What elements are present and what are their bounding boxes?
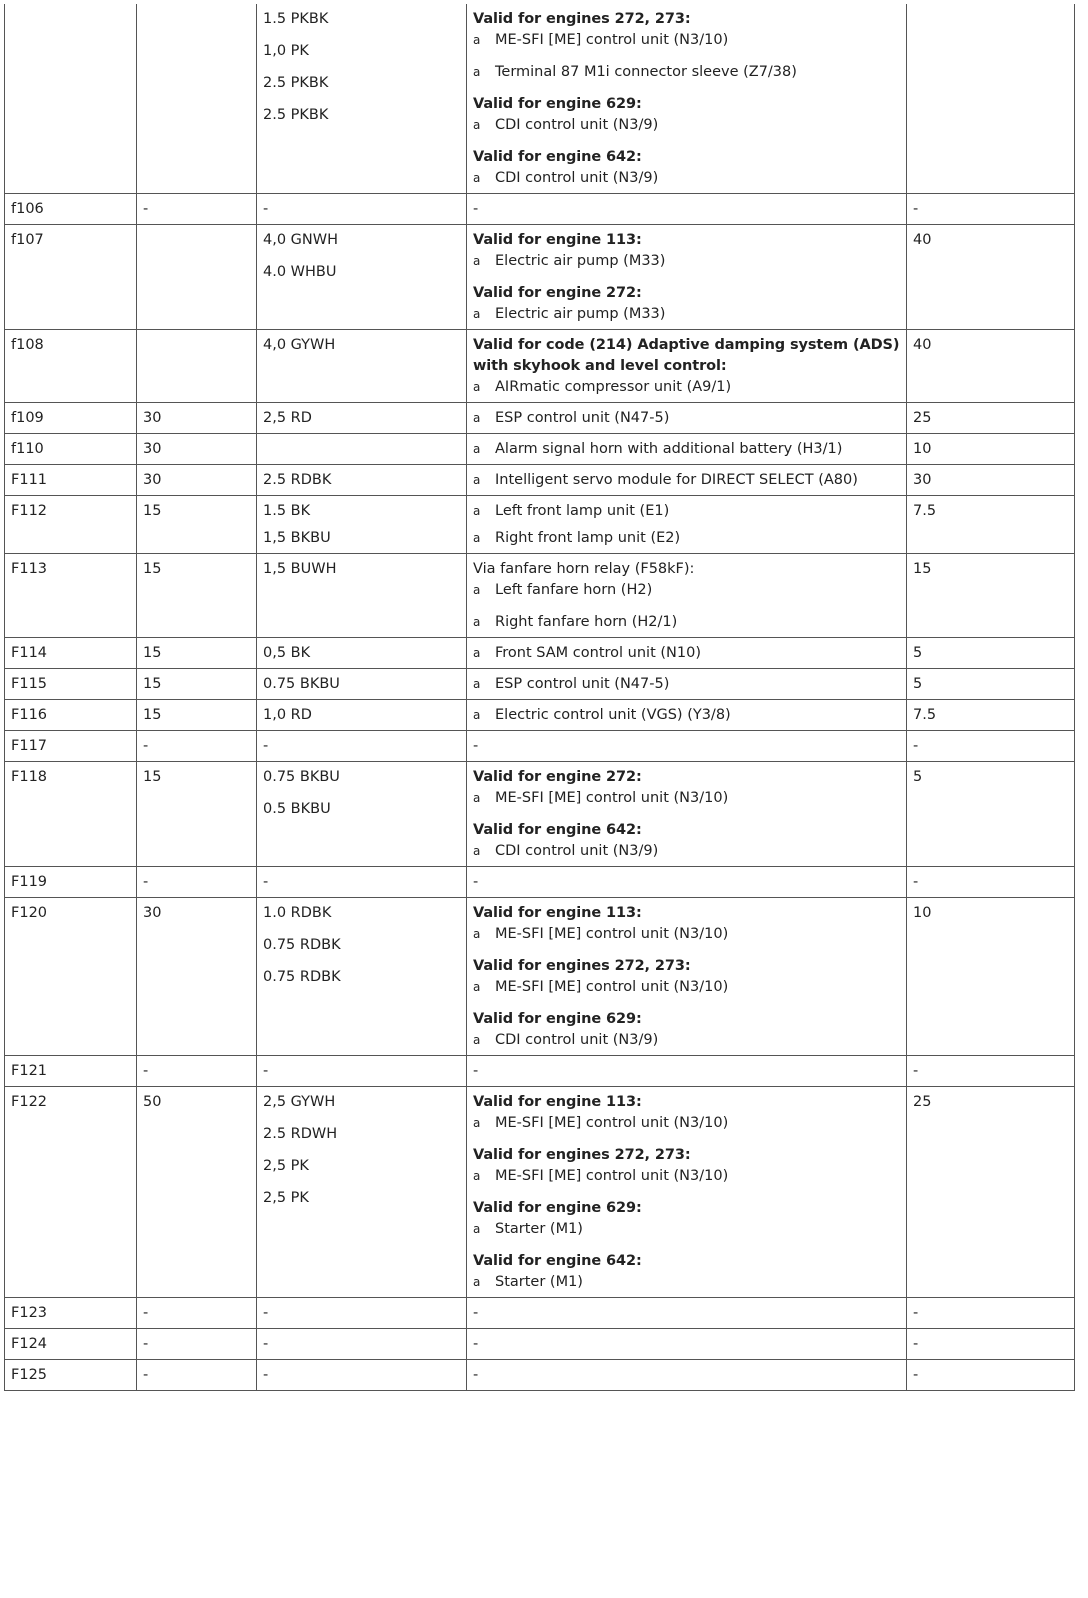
- bullet-marker: a: [473, 380, 481, 394]
- fuse-number-cell: f110: [5, 434, 137, 465]
- wire-cell: [257, 434, 467, 465]
- table-row: [5, 731, 1075, 762]
- table-row: [5, 434, 1075, 465]
- wire-spec: 2.5 RDBK: [263, 472, 332, 488]
- wire-spec: 1.0 RDBK: [263, 905, 332, 921]
- fuse-number-cell: f107: [5, 225, 137, 330]
- fuse-number-cell: F115: [5, 669, 137, 700]
- table-row: [5, 194, 1075, 225]
- consumer-text: -: [473, 1305, 479, 1321]
- wire-cell: [257, 867, 467, 898]
- wire-spec: 1.5 BK: [263, 503, 311, 519]
- table-row: [5, 700, 1075, 731]
- consumer-item: [473, 470, 901, 491]
- terminal-cell: 30: [137, 403, 257, 434]
- consumer-item: [473, 251, 901, 272]
- table-row: [5, 330, 1075, 403]
- consumer-block: [473, 439, 901, 460]
- table-row: [5, 638, 1075, 669]
- wire-spec: 4.0 WHBU: [263, 264, 337, 280]
- terminal-cell: -: [137, 1298, 257, 1329]
- consumer-item: [473, 1113, 901, 1134]
- wire-spec: 0.75 BKBU: [263, 676, 340, 692]
- table-row: [5, 669, 1075, 700]
- consumer-block: [473, 820, 901, 862]
- consumer-item: [473, 168, 901, 189]
- consumer-block: [473, 335, 901, 398]
- consumer-cell: [467, 554, 907, 638]
- amperage-cell: -: [907, 867, 1075, 898]
- fuse-number-cell: F118: [5, 762, 137, 867]
- fuse-number-cell: F114: [5, 638, 137, 669]
- amperage-cell: 40: [907, 225, 1075, 330]
- terminal-cell: 15: [137, 669, 257, 700]
- table-row: [5, 554, 1075, 638]
- consumer-block: [473, 9, 901, 51]
- consumer-block: [473, 1303, 901, 1324]
- consumer-cell: [467, 4, 907, 194]
- terminal-cell: -: [137, 1056, 257, 1087]
- consumer-label: Electric control unit (VGS) (Y3/8): [495, 707, 731, 723]
- wire-spec: 1,5 BKBU: [263, 530, 331, 546]
- consumer-block: [473, 1198, 901, 1240]
- consumer-label: ESP control unit (N47-5): [495, 410, 670, 426]
- amperage-cell: 5: [907, 762, 1075, 867]
- consumer-block: [473, 705, 901, 726]
- wire-spec: -: [263, 1336, 269, 1352]
- table-row: [5, 867, 1075, 898]
- amperage-cell: 10: [907, 898, 1075, 1056]
- wire-spec: 4,0 GYWH: [263, 337, 336, 353]
- bullet-marker: a: [473, 791, 481, 805]
- relay-note: Via fanfare horn relay (F58kF):: [473, 561, 695, 577]
- validity-heading: Valid for engine 629:: [473, 1200, 642, 1216]
- table-row: [5, 4, 1075, 194]
- consumer-label: Electric air pump (M33): [495, 306, 666, 322]
- validity-heading: Valid for engine 272:: [473, 285, 642, 301]
- consumer-label: ME-SFI [ME] control unit (N3/10): [495, 790, 729, 806]
- wire-cell: [257, 4, 467, 194]
- wire-cell: [257, 762, 467, 867]
- consumer-block: [473, 1092, 901, 1134]
- consumer-cell: [467, 434, 907, 465]
- amperage-cell: 5: [907, 638, 1075, 669]
- wire-spec: 1,0 PK: [263, 43, 309, 59]
- amperage-cell: -: [907, 194, 1075, 225]
- wire-spec: 0.75 RDBK: [263, 937, 341, 953]
- amperage-cell: -: [907, 1360, 1075, 1391]
- terminal-cell: 50: [137, 1087, 257, 1298]
- consumer-cell: [467, 330, 907, 403]
- consumer-cell: [467, 225, 907, 330]
- fuse-number-cell: f109: [5, 403, 137, 434]
- table-row: [5, 898, 1075, 1056]
- bullet-marker: a: [473, 504, 481, 518]
- consumer-block: [473, 903, 901, 945]
- terminal-cell: -: [137, 1360, 257, 1391]
- consumer-block: [473, 1009, 901, 1051]
- consumer-item: [473, 977, 901, 998]
- table-row: [5, 465, 1075, 496]
- terminal-cell: [137, 225, 257, 330]
- validity-heading: Valid for engine 272:: [473, 769, 642, 785]
- consumer-block: [473, 559, 901, 601]
- amperage-cell: 10: [907, 434, 1075, 465]
- wire-cell: [257, 1360, 467, 1391]
- consumer-label: Left fanfare horn (H2): [495, 582, 653, 598]
- wire-cell: [257, 638, 467, 669]
- fuse-number-cell: F112: [5, 496, 137, 554]
- amperage-cell: [907, 4, 1075, 194]
- consumer-item: [473, 30, 901, 51]
- wire-spec: -: [263, 1063, 269, 1079]
- consumer-label: Intelligent servo module for DIRECT SELECT (A80): [495, 472, 858, 488]
- consumer-block: [473, 736, 901, 757]
- table-row: [5, 1329, 1075, 1360]
- amperage-cell: 25: [907, 403, 1075, 434]
- consumer-cell: [467, 731, 907, 762]
- consumer-cell: [467, 403, 907, 434]
- wire-spec: 4,0 GNWH: [263, 232, 338, 248]
- bullet-marker: a: [473, 1222, 481, 1236]
- fuse-number-cell: F123: [5, 1298, 137, 1329]
- validity-heading: Valid for engine 113:: [473, 905, 642, 921]
- consumer-block: [473, 1365, 901, 1386]
- bullet-marker: a: [473, 65, 481, 79]
- wire-cell: [257, 1298, 467, 1329]
- fuse-number-cell: f106: [5, 194, 137, 225]
- consumer-label: Starter (M1): [495, 1221, 583, 1237]
- consumer-cell: [467, 1360, 907, 1391]
- bullet-marker: a: [473, 1033, 481, 1047]
- amperage-cell: 7.5: [907, 700, 1075, 731]
- consumer-block: [473, 62, 901, 83]
- wire-spec: 0.75 BKBU: [263, 769, 340, 785]
- terminal-cell: 15: [137, 700, 257, 731]
- wire-spec: -: [263, 874, 269, 890]
- fuse-number-cell: F113: [5, 554, 137, 638]
- wire-cell: [257, 898, 467, 1056]
- bullet-marker: a: [473, 442, 481, 456]
- terminal-cell: 15: [137, 638, 257, 669]
- wire-cell: [257, 1056, 467, 1087]
- wire-cell: [257, 669, 467, 700]
- consumer-item: [473, 528, 901, 549]
- wire-cell: [257, 225, 467, 330]
- validity-heading: Valid for engine 642:: [473, 149, 642, 165]
- wire-cell: [257, 554, 467, 638]
- consumer-item: [473, 501, 901, 522]
- consumer-label: Front SAM control unit (N10): [495, 645, 701, 661]
- consumer-cell: [467, 700, 907, 731]
- consumer-label: ESP control unit (N47-5): [495, 676, 670, 692]
- consumer-block: [473, 767, 901, 809]
- consumer-block: [473, 612, 901, 633]
- bullet-marker: a: [473, 1275, 481, 1289]
- wire-spec: -: [263, 1305, 269, 1321]
- wire-spec: 0,5 BK: [263, 645, 311, 661]
- bullet-marker: a: [473, 531, 481, 545]
- consumer-label: AIRmatic compressor unit (A9/1): [495, 379, 732, 395]
- consumer-block: [473, 94, 901, 136]
- consumer-label: Alarm signal horn with additional battery (H3/1): [495, 441, 843, 457]
- consumer-item: [473, 1030, 901, 1051]
- table-row: [5, 1298, 1075, 1329]
- consumer-item: [473, 304, 901, 325]
- table-row: [5, 1056, 1075, 1087]
- amperage-cell: 30: [907, 465, 1075, 496]
- validity-heading: Valid for engine 629:: [473, 96, 642, 112]
- fuse-number-cell: F116: [5, 700, 137, 731]
- wire-spec: -: [263, 201, 269, 217]
- wire-cell: [257, 194, 467, 225]
- terminal-cell: -: [137, 731, 257, 762]
- consumer-cell: [467, 898, 907, 1056]
- consumer-text: -: [473, 1063, 479, 1079]
- consumer-item: [473, 1272, 901, 1293]
- wire-cell: [257, 496, 467, 554]
- consumer-item: [473, 115, 901, 136]
- consumer-block: [473, 147, 901, 189]
- consumer-block: [473, 230, 901, 272]
- consumer-item: [473, 1219, 901, 1240]
- wire-spec: 2,5 PK: [263, 1190, 309, 1206]
- consumer-cell: [467, 1329, 907, 1360]
- consumer-label: CDI control unit (N3/9): [495, 170, 659, 186]
- bullet-marker: a: [473, 708, 481, 722]
- validity-heading: Valid for engines 272, 273:: [473, 11, 691, 27]
- consumer-label: ME-SFI [ME] control unit (N3/10): [495, 32, 729, 48]
- consumer-label: Right fanfare horn (H2/1): [495, 614, 678, 630]
- consumer-block: [473, 501, 901, 522]
- consumer-cell: [467, 867, 907, 898]
- bullet-marker: a: [473, 307, 481, 321]
- consumer-block: [473, 674, 901, 695]
- consumer-item: [473, 788, 901, 809]
- wire-spec: 0.5 BKBU: [263, 801, 331, 817]
- table-row: [5, 1087, 1075, 1298]
- terminal-cell: [137, 330, 257, 403]
- wire-cell: [257, 700, 467, 731]
- bullet-marker: a: [473, 118, 481, 132]
- consumer-label: CDI control unit (N3/9): [495, 117, 659, 133]
- consumer-text: -: [473, 874, 479, 890]
- consumer-label: Left front lamp unit (E1): [495, 503, 670, 519]
- consumer-label: ME-SFI [ME] control unit (N3/10): [495, 979, 729, 995]
- consumer-item: [473, 580, 901, 601]
- consumer-item: [473, 841, 901, 862]
- terminal-cell: 15: [137, 496, 257, 554]
- fuse-table-body: [5, 4, 1075, 1391]
- consumer-item: [473, 612, 901, 633]
- bullet-marker: a: [473, 927, 481, 941]
- consumer-block: [473, 528, 901, 549]
- amperage-cell: -: [907, 731, 1075, 762]
- consumer-cell: [467, 1298, 907, 1329]
- terminal-cell: 30: [137, 898, 257, 1056]
- table-row: [5, 403, 1075, 434]
- consumer-label: Right front lamp unit (E2): [495, 530, 681, 546]
- wire-cell: [257, 1329, 467, 1360]
- wire-spec: 0.75 RDBK: [263, 969, 341, 985]
- bullet-marker: a: [473, 171, 481, 185]
- consumer-block: [473, 1334, 901, 1355]
- wire-spec: 2,5 RD: [263, 410, 312, 426]
- wire-cell: [257, 1087, 467, 1298]
- bullet-marker: a: [473, 1169, 481, 1183]
- consumer-label: ME-SFI [ME] control unit (N3/10): [495, 926, 729, 942]
- terminal-cell: -: [137, 194, 257, 225]
- amperage-cell: -: [907, 1329, 1075, 1360]
- table-row: [5, 225, 1075, 330]
- fuse-allocation-table: [4, 4, 1075, 1391]
- consumer-block: [473, 872, 901, 893]
- consumer-item: [473, 924, 901, 945]
- consumer-cell: [467, 1056, 907, 1087]
- bullet-marker: a: [473, 646, 481, 660]
- terminal-cell: 30: [137, 434, 257, 465]
- terminal-cell: -: [137, 867, 257, 898]
- consumer-item: [473, 705, 901, 726]
- wire-cell: [257, 330, 467, 403]
- terminal-cell: [137, 4, 257, 194]
- bullet-marker: a: [473, 677, 481, 691]
- amperage-cell: -: [907, 1056, 1075, 1087]
- wire-spec: -: [263, 738, 269, 754]
- bullet-marker: a: [473, 1116, 481, 1130]
- validity-heading: Valid for code (214) Adaptive damping system (ADS) with skyhook and level control:: [473, 337, 900, 374]
- fuse-number-cell: F121: [5, 1056, 137, 1087]
- wire-cell: [257, 731, 467, 762]
- consumer-item: [473, 1166, 901, 1187]
- fuse-number-cell: f108: [5, 330, 137, 403]
- fuse-number-cell: [5, 4, 137, 194]
- consumer-block: [473, 643, 901, 664]
- consumer-label: CDI control unit (N3/9): [495, 1032, 659, 1048]
- validity-heading: Valid for engines 272, 273:: [473, 958, 691, 974]
- fuse-number-cell: F119: [5, 867, 137, 898]
- consumer-label: CDI control unit (N3/9): [495, 843, 659, 859]
- terminal-cell: 30: [137, 465, 257, 496]
- consumer-block: [473, 408, 901, 429]
- terminal-cell: 15: [137, 554, 257, 638]
- consumer-text: -: [473, 1336, 479, 1352]
- validity-heading: Valid for engine 642:: [473, 822, 642, 838]
- consumer-block: [473, 199, 901, 220]
- consumer-cell: [467, 638, 907, 669]
- table-row: [5, 762, 1075, 867]
- fuse-number-cell: F111: [5, 465, 137, 496]
- consumer-label: Terminal 87 M1i connector sleeve (Z7/38): [495, 64, 797, 80]
- fuse-number-cell: F122: [5, 1087, 137, 1298]
- table-row: [5, 1360, 1075, 1391]
- terminal-cell: 15: [137, 762, 257, 867]
- amperage-cell: 40: [907, 330, 1075, 403]
- consumer-text: -: [473, 738, 479, 754]
- validity-heading: Valid for engine 629:: [473, 1011, 642, 1027]
- consumer-block: [473, 283, 901, 325]
- consumer-cell: [467, 1087, 907, 1298]
- consumer-cell: [467, 194, 907, 225]
- bullet-marker: a: [473, 844, 481, 858]
- amperage-cell: -: [907, 1298, 1075, 1329]
- consumer-cell: [467, 762, 907, 867]
- consumer-cell: [467, 669, 907, 700]
- wire-spec: -: [263, 1367, 269, 1383]
- wire-cell: [257, 465, 467, 496]
- consumer-item: [473, 408, 901, 429]
- consumer-item: [473, 643, 901, 664]
- consumer-block: [473, 956, 901, 998]
- wire-spec: 2.5 PKBK: [263, 75, 329, 91]
- amperage-cell: 5: [907, 669, 1075, 700]
- wire-spec: 1,5 BUWH: [263, 561, 337, 577]
- consumer-item: [473, 674, 901, 695]
- bullet-marker: a: [473, 980, 481, 994]
- validity-heading: Valid for engine 113:: [473, 1094, 642, 1110]
- bullet-marker: a: [473, 583, 481, 597]
- consumer-item: [473, 62, 901, 83]
- consumer-cell: [467, 465, 907, 496]
- wire-cell: [257, 403, 467, 434]
- table-row: [5, 496, 1075, 554]
- validity-heading: Valid for engine 113:: [473, 232, 642, 248]
- consumer-cell: [467, 496, 907, 554]
- wire-spec: 1.5 PKBK: [263, 11, 329, 27]
- wire-spec: 1,0 RD: [263, 707, 312, 723]
- wire-spec: 2.5 PKBK: [263, 107, 329, 123]
- validity-heading: Valid for engines 272, 273:: [473, 1147, 691, 1163]
- validity-heading: Valid for engine 642:: [473, 1253, 642, 1269]
- consumer-item: [473, 377, 901, 398]
- consumer-label: ME-SFI [ME] control unit (N3/10): [495, 1115, 729, 1131]
- wire-spec: 2,5 PK: [263, 1158, 309, 1174]
- fuse-number-cell: F120: [5, 898, 137, 1056]
- wire-spec: 2,5 GYWH: [263, 1094, 336, 1110]
- bullet-marker: a: [473, 411, 481, 425]
- amperage-cell: 15: [907, 554, 1075, 638]
- amperage-cell: 7.5: [907, 496, 1075, 554]
- fuse-number-cell: F125: [5, 1360, 137, 1391]
- consumer-block: [473, 1145, 901, 1187]
- consumer-label: ME-SFI [ME] control unit (N3/10): [495, 1168, 729, 1184]
- terminal-cell: -: [137, 1329, 257, 1360]
- fuse-number-cell: F117: [5, 731, 137, 762]
- consumer-text: -: [473, 1367, 479, 1383]
- wire-spec: 2.5 RDWH: [263, 1126, 338, 1142]
- consumer-label: Electric air pump (M33): [495, 253, 666, 269]
- bullet-marker: a: [473, 615, 481, 629]
- consumer-item: [473, 439, 901, 460]
- bullet-marker: a: [473, 33, 481, 47]
- consumer-block: [473, 470, 901, 491]
- consumer-label: Starter (M1): [495, 1274, 583, 1290]
- consumer-block: [473, 1251, 901, 1293]
- bullet-marker: a: [473, 254, 481, 268]
- consumer-block: [473, 1061, 901, 1082]
- fuse-number-cell: F124: [5, 1329, 137, 1360]
- amperage-cell: 25: [907, 1087, 1075, 1298]
- bullet-marker: a: [473, 473, 481, 487]
- consumer-text: -: [473, 201, 479, 217]
